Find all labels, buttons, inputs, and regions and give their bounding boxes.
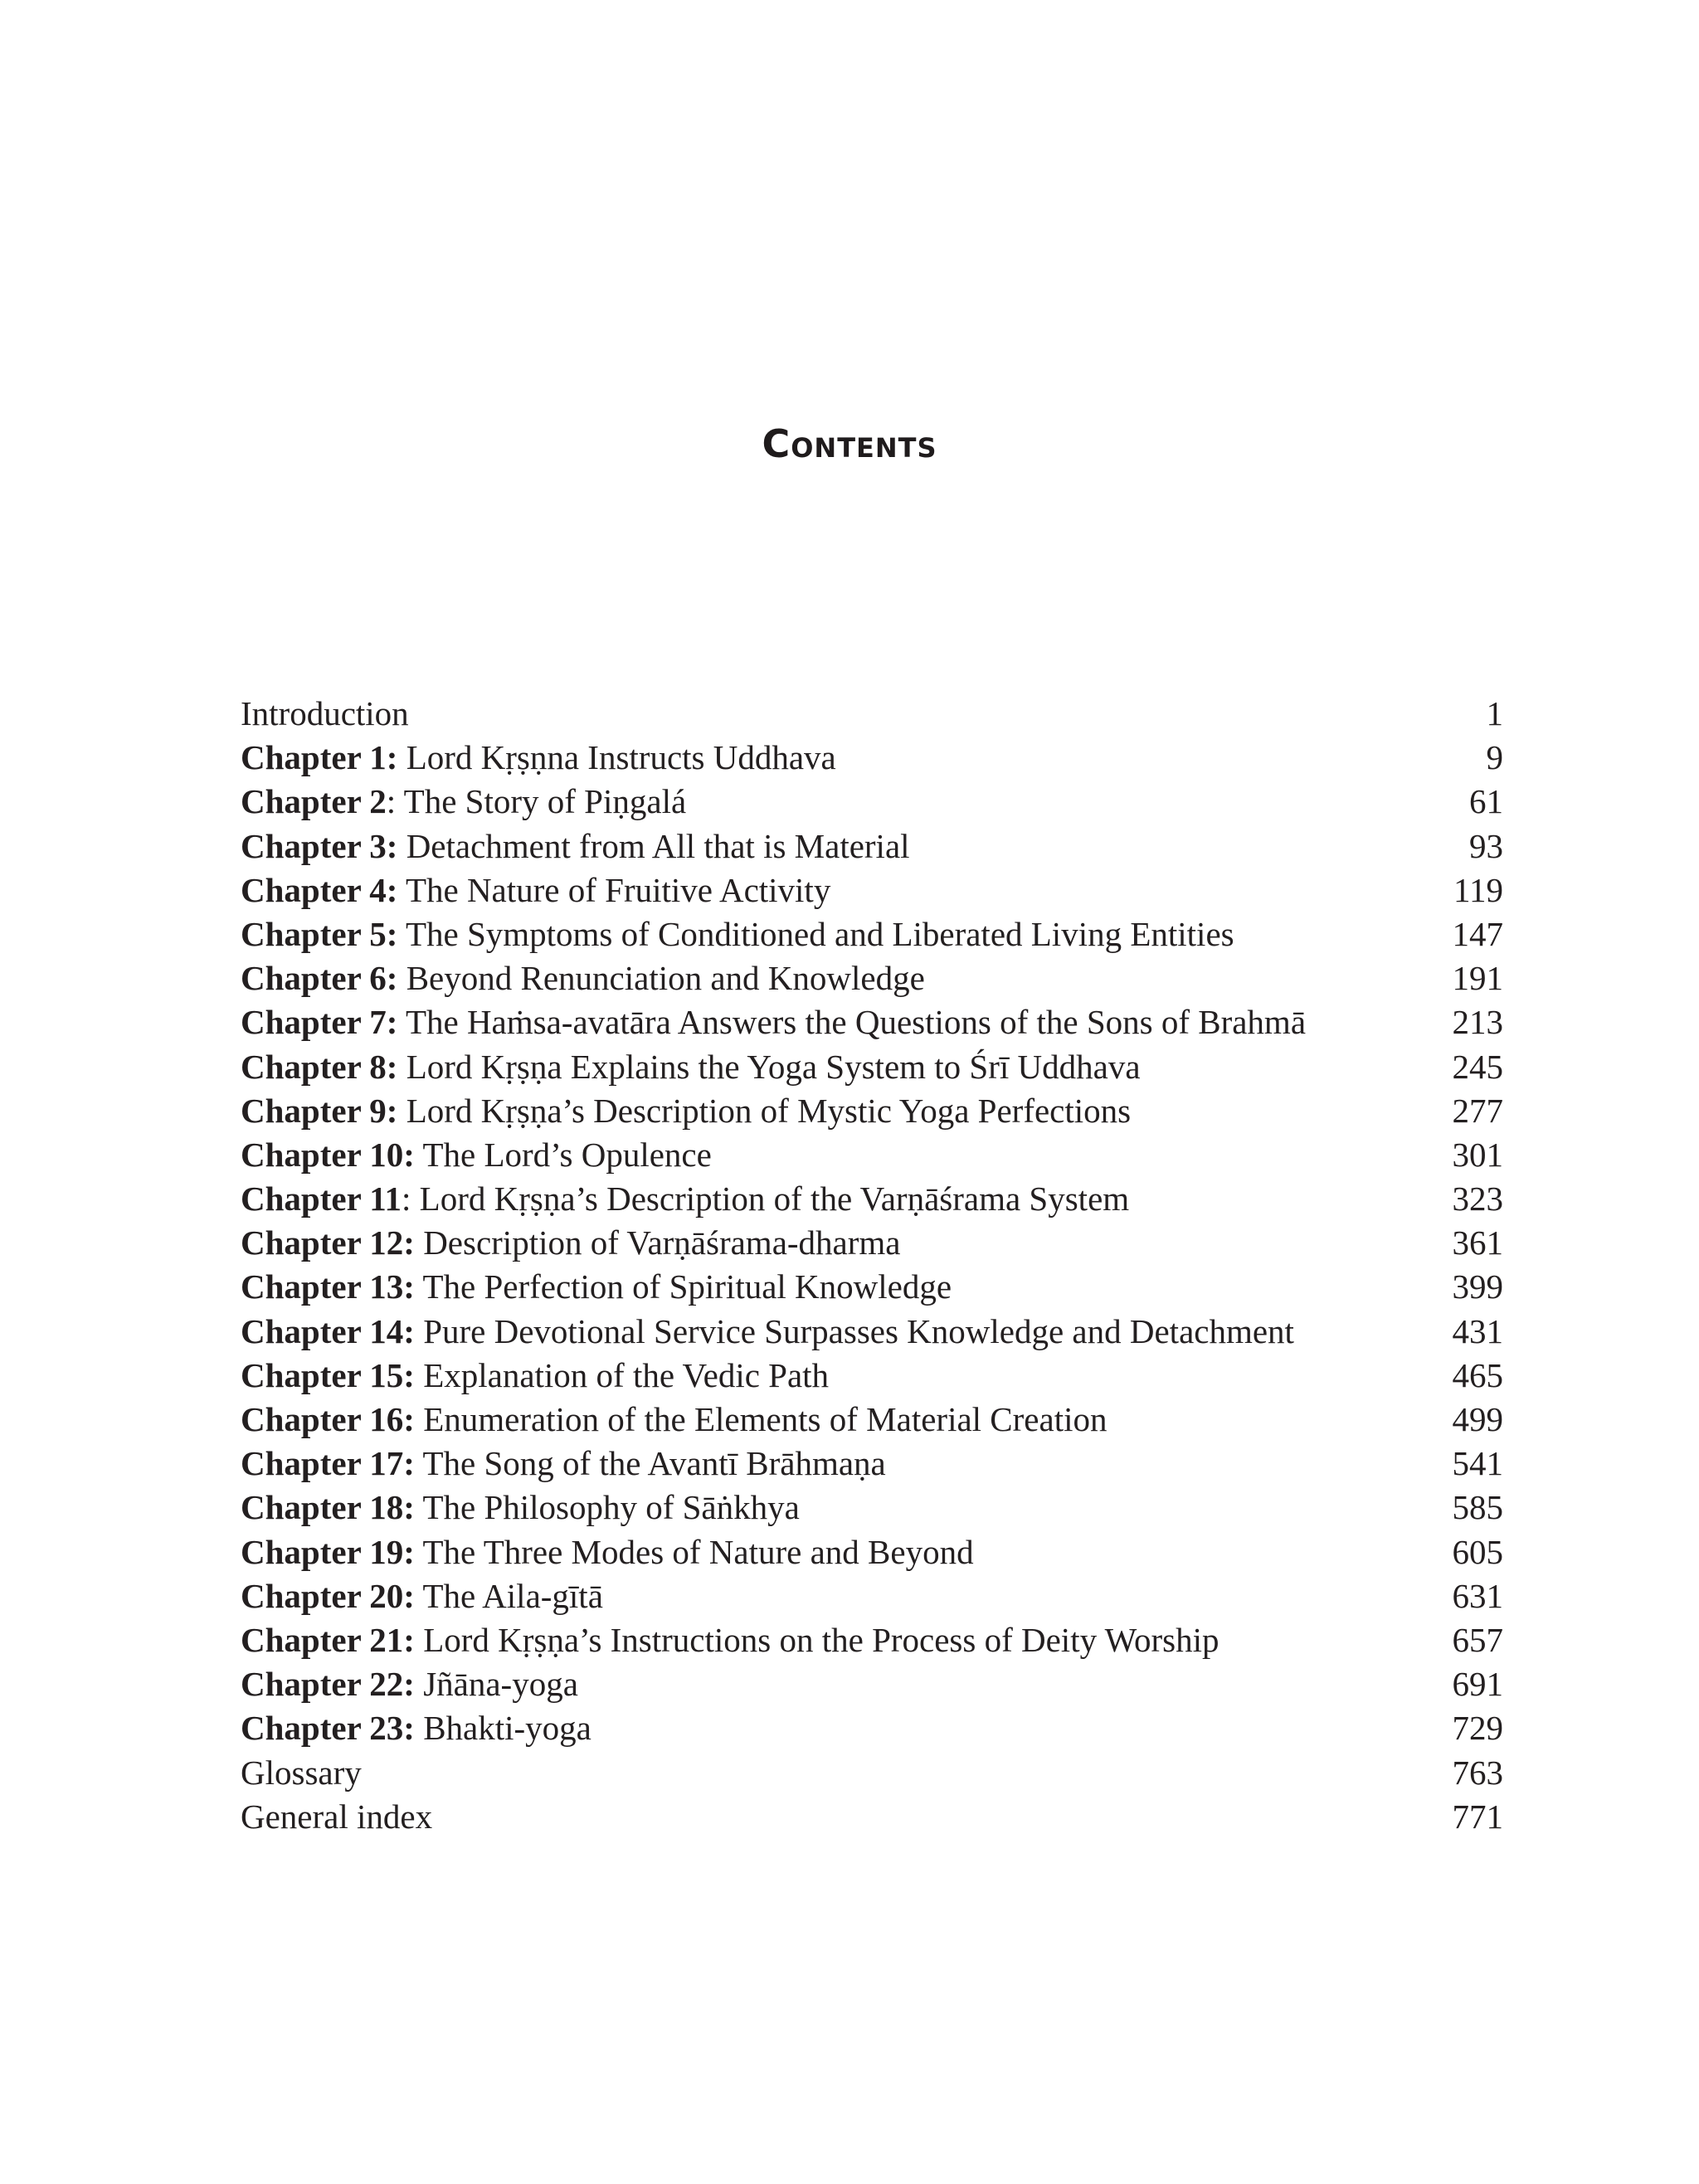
- toc-entry-title: Pure Devotional Service Surpasses Knowledge and Detachment: [414, 1311, 1294, 1350]
- toc-entry-title: The Three Modes of Nature and Beyond: [414, 1532, 974, 1571]
- toc-entry-label: Chapter 15:: [241, 1355, 415, 1394]
- toc-entry-text: [241, 1310, 1439, 1354]
- toc-entry-title: The Song of the Avantī Brāhmaṇa: [414, 1444, 886, 1483]
- toc-entry-title: Beyond Renunciation and Knowledge: [397, 959, 925, 998]
- toc-entry-title: Lord Kṛṣṇna Instructs Uddhava: [397, 738, 836, 777]
- toc-entry-page: 691: [1452, 1665, 1503, 1704]
- toc-entry-page: 301: [1452, 1135, 1503, 1174]
- toc-entry-label: Chapter 3:: [241, 826, 398, 865]
- toc-entry-chapter-2[interactable]: [241, 780, 1503, 824]
- toc-entry-label: Chapter 12:: [241, 1223, 415, 1262]
- page-title: Contents: [762, 421, 937, 466]
- toc-entry-title: The Nature of Fruitive Activity: [397, 870, 831, 909]
- toc-entry-title: The Philosophy of Sāṅkhya: [414, 1488, 800, 1527]
- toc-entry-title: : Lord Kṛṣṇa’s Description of the Varṇāśrama System: [402, 1180, 1130, 1218]
- toc-entry-title: Lord Kṛṣṇa’s Instructions on the Process of Deity Worship: [414, 1620, 1219, 1659]
- toc-entry-label: Chapter 17:: [241, 1444, 415, 1483]
- toc-entry-text: [241, 1530, 1439, 1574]
- toc-entry-title: Lord Kṛṣṇa’s Description of Mystic Yoga Perfections: [397, 1091, 1132, 1130]
- toc-entry-label: Chapter 8:: [241, 1047, 398, 1086]
- toc-entry-page: 245: [1452, 1047, 1503, 1086]
- toc-entry-title: The Symptoms of Conditioned and Liberated Living Entities: [397, 914, 1234, 953]
- toc-entry-chapter-17[interactable]: [241, 1442, 1503, 1486]
- toc-entry-title: Bhakti-yoga: [414, 1709, 591, 1748]
- toc-entry-title: : The Story of Piṇgalá: [386, 782, 687, 821]
- toc-entry-title: The Lord’s Opulence: [414, 1135, 712, 1174]
- toc-entry-label: Chapter 22:: [241, 1665, 415, 1704]
- toc-entry-page: 323: [1452, 1180, 1503, 1218]
- toc-entry-page: 585: [1452, 1488, 1503, 1527]
- toc-entry-chapter-8[interactable]: [241, 1045, 1503, 1089]
- toc-entry-text: [241, 1089, 1439, 1133]
- toc-entry-page: 1: [1486, 694, 1503, 732]
- toc-entry-chapter-19[interactable]: [241, 1530, 1503, 1574]
- toc-entry-page: 465: [1452, 1355, 1503, 1394]
- toc-entry-chapter-11[interactable]: [241, 1177, 1503, 1221]
- toc-entry-chapter-10[interactable]: [241, 1133, 1503, 1177]
- toc-entry-label: Chapter 4:: [241, 870, 398, 909]
- toc-entry-page: 541: [1452, 1444, 1503, 1483]
- toc-entry-general-index[interactable]: [241, 1795, 1503, 1839]
- toc-entry-label: Chapter 23:: [241, 1709, 415, 1748]
- toc-entry-page: 499: [1452, 1400, 1503, 1438]
- toc-entry-label: Chapter 19:: [241, 1532, 415, 1571]
- toc-entry-chapter-6[interactable]: [241, 956, 1503, 1000]
- toc-entry-text: [241, 1133, 1439, 1177]
- toc-entry-text: [241, 1618, 1439, 1662]
- toc-entry-text: [241, 824, 1456, 868]
- toc-entry-title: The Haṁsa-avatāra Answers the Questions of the Sons of Brahmā: [397, 1003, 1307, 1042]
- toc-entry-page: 147: [1452, 914, 1503, 953]
- toc-entry-title: Lord Kṛṣṇa Explains the Yoga System to Śrī Uddhava: [397, 1047, 1141, 1086]
- toc-entry-page: 119: [1453, 870, 1503, 909]
- toc-entry-label: Chapter 18:: [241, 1488, 415, 1527]
- toc-entry-label: Chapter 1:: [241, 738, 398, 777]
- toc-entry-text: [241, 692, 1473, 736]
- toc-entry-page: 605: [1452, 1532, 1503, 1571]
- toc-entry-label: Chapter 5:: [241, 914, 398, 953]
- toc-entry-label: Chapter 9:: [241, 1091, 398, 1130]
- toc-entry-label: Chapter 7:: [241, 1003, 398, 1042]
- toc-entry-page: 399: [1452, 1267, 1503, 1306]
- toc-entry-text: [241, 1662, 1439, 1706]
- toc-entry-title: Explanation of the Vedic Path: [414, 1355, 830, 1394]
- toc-entry-title: The Aila-gītā: [414, 1576, 603, 1615]
- toc-entry-text: [241, 736, 1473, 780]
- toc-entry-page: 729: [1452, 1709, 1503, 1748]
- toc-entry-text: [241, 1442, 1439, 1486]
- toc-entry-text: [241, 868, 1440, 912]
- toc-entry-page: 93: [1469, 826, 1503, 865]
- toc-entry-title: Description of Varṇāśrama-dharma: [414, 1223, 901, 1262]
- toc-entry-label: Chapter 21:: [241, 1620, 415, 1659]
- toc-entry-page: 763: [1452, 1753, 1503, 1792]
- toc-entry-chapter-23[interactable]: [241, 1706, 1503, 1750]
- toc-entry-text: [241, 1177, 1439, 1221]
- toc-entry-page: 277: [1452, 1091, 1503, 1130]
- toc-entry-page: 431: [1452, 1311, 1503, 1350]
- toc-entry-title: General index: [241, 1797, 433, 1836]
- toc-entry-label: Chapter 2: [241, 782, 387, 821]
- toc-entry-glossary[interactable]: [241, 1751, 1503, 1795]
- toc-entry-chapter-4[interactable]: [241, 868, 1503, 912]
- toc-entry-title: Jñāna-yoga: [414, 1665, 578, 1704]
- toc-entry-title: Detachment from All that is Material: [397, 826, 910, 865]
- toc-entry-text: [241, 1000, 1439, 1044]
- toc-entry-label: Chapter 13:: [241, 1267, 415, 1306]
- toc-entry-label: Chapter 20:: [241, 1576, 415, 1615]
- toc-entry-chapter-16[interactable]: [241, 1398, 1503, 1442]
- toc-entry-title: The Perfection of Spiritual Knowledge: [414, 1267, 952, 1306]
- toc-entry-label: Chapter 11: [241, 1180, 402, 1218]
- toc-entry-chapter-13[interactable]: [241, 1265, 1503, 1309]
- toc-entry-label: Chapter 6:: [241, 959, 398, 998]
- toc-entry-chapter-21[interactable]: [241, 1618, 1503, 1662]
- toc-entry-page: 191: [1452, 959, 1503, 998]
- toc-entry-text: [241, 1354, 1439, 1398]
- toc-entry-chapter-12[interactable]: [241, 1221, 1503, 1265]
- toc-entry-page: 61: [1469, 782, 1503, 821]
- toc-entry-text: [241, 1574, 1439, 1618]
- toc-entry-page: 631: [1452, 1576, 1503, 1615]
- toc-entry-text: [241, 912, 1439, 956]
- toc-entry-chapter-7[interactable]: [241, 1000, 1503, 1044]
- toc-entry-chapter-15[interactable]: [241, 1354, 1503, 1398]
- toc-entry-chapter-18[interactable]: [241, 1486, 1503, 1530]
- toc-entry-title: Enumeration of the Elements of Material Creation: [414, 1400, 1108, 1438]
- toc-entry-label: Chapter 16:: [241, 1400, 415, 1438]
- toc-entry-chapter-22[interactable]: [241, 1662, 1503, 1706]
- toc-entry-page: 361: [1452, 1223, 1503, 1262]
- toc-entry-chapter-5[interactable]: [241, 912, 1503, 956]
- toc-entry-text: [241, 780, 1456, 824]
- toc-entry-title: Glossary: [241, 1753, 362, 1792]
- toc-entry-text: [241, 1795, 1439, 1839]
- toc-entry-text: [241, 1706, 1439, 1750]
- toc-entry-chapter-14[interactable]: [241, 1310, 1503, 1354]
- toc-entry-page: 9: [1486, 738, 1503, 777]
- toc-entry-chapter-1[interactable]: [241, 736, 1503, 780]
- toc-entry-title: Introduction: [241, 694, 409, 732]
- toc-entry-text: [241, 1045, 1439, 1089]
- toc-entry-label: Chapter 10:: [241, 1135, 415, 1174]
- toc-entry-label: Chapter 14:: [241, 1311, 415, 1350]
- toc-entry-text: [241, 1486, 1439, 1530]
- toc-entry-chapter-20[interactable]: [241, 1574, 1503, 1618]
- toc-entry-page: 771: [1452, 1797, 1503, 1836]
- toc-entry-text: [241, 1221, 1439, 1265]
- toc-entry-introduction[interactable]: [241, 692, 1503, 736]
- toc-entry-page: 657: [1452, 1620, 1503, 1659]
- toc-entry-text: [241, 1265, 1439, 1309]
- toc-entry-text: [241, 1751, 1439, 1795]
- toc-entry-page: 213: [1452, 1003, 1503, 1042]
- table-of-contents: [241, 692, 1503, 1839]
- toc-entry-chapter-9[interactable]: [241, 1089, 1503, 1133]
- toc-entry-text: [241, 956, 1439, 1000]
- toc-entry-chapter-3[interactable]: [241, 824, 1503, 868]
- toc-entry-text: [241, 1398, 1439, 1442]
